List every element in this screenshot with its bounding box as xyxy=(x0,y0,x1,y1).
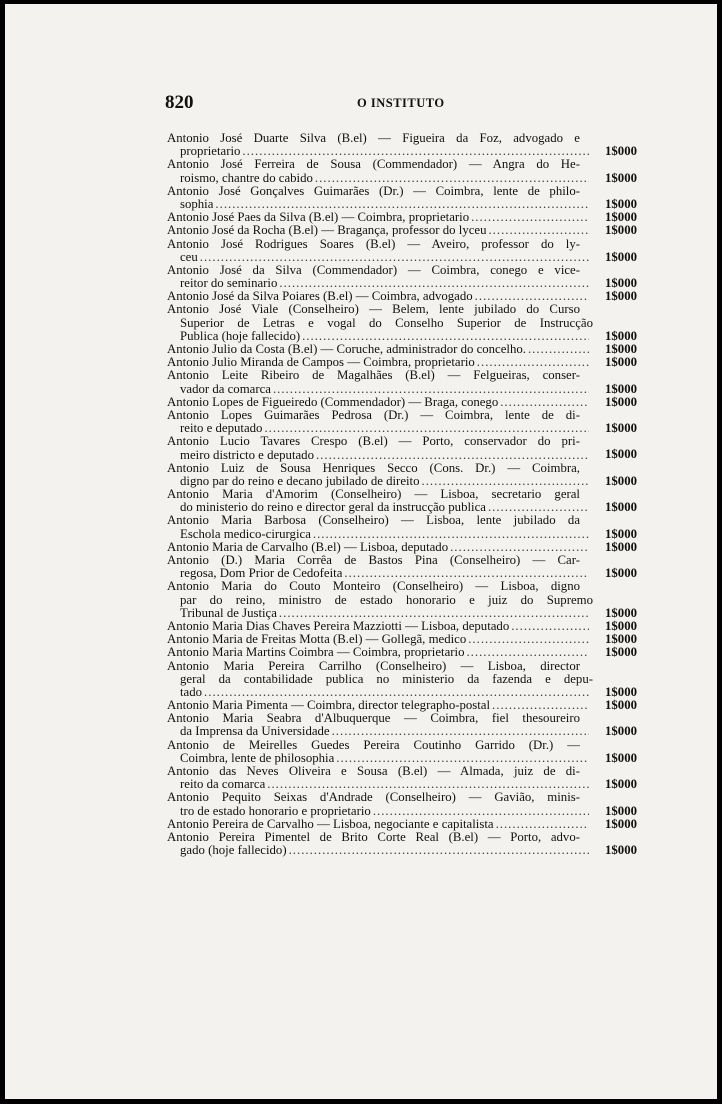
leader-dots xyxy=(528,343,589,356)
entry-line: meiro districto e deputado xyxy=(180,448,314,462)
leader-dots xyxy=(279,607,589,620)
entry-amount: 1$000 xyxy=(605,473,637,488)
entry-amount: 1$000 xyxy=(605,394,637,409)
list-entry xyxy=(167,343,637,356)
entry-line: Antonio Luiz de Sousa Henriques Secco (Cons. Dr.) — Coimbra, xyxy=(167,461,580,475)
entry-line: Antonio Maria Dias Chaves Pereira Mazziotti — Lisboa, deputado xyxy=(167,619,510,633)
leader-dots xyxy=(373,805,589,818)
list-entry xyxy=(167,264,637,290)
leader-dots xyxy=(475,290,589,303)
leader-dots xyxy=(302,330,589,343)
entry-line: reitor do seminario xyxy=(180,277,278,291)
leader-dots xyxy=(471,211,589,224)
entry-line: Antonio José Paes da Silva (B.el) — Coimbra, proprietario xyxy=(167,211,470,225)
entry-amount: 1$000 xyxy=(605,539,637,554)
list-entry xyxy=(167,396,637,409)
entry-line: Antonio Leite Ribeiro de Magalhães (B.el) — Felgueiras, conser- xyxy=(167,369,580,383)
list-entry xyxy=(167,831,637,857)
entry-line: Publica (hoje fallecido) xyxy=(180,329,301,343)
entry-line: Tribunal de Justiça xyxy=(180,606,277,620)
entry-line: Antonio Pereira Pimentel de Brito Corte Real (B.el) — Porto, advo- xyxy=(167,830,580,844)
leader-dots xyxy=(273,383,589,396)
leader-dots xyxy=(279,277,589,290)
entry-amount: 1$000 xyxy=(605,843,637,858)
entry-amount: 1$000 xyxy=(605,249,637,264)
entry-line: Antonio José da Silva (Commendador) — Coimbra, conego e vice- xyxy=(167,263,580,277)
list-entry xyxy=(167,712,637,738)
leader-dots xyxy=(316,449,589,462)
list-entry xyxy=(167,699,637,712)
leader-dots xyxy=(492,699,589,712)
list-entry xyxy=(167,660,637,700)
entry-line: Antonio Maria de Carvalho (B.el) — Lisboa, deputado xyxy=(167,540,449,554)
entry-line: par do reino, ministro de estado honorario e juiz do Supremo xyxy=(180,593,593,607)
entry-line: regosa, Dom Prior de Cedofeita xyxy=(180,567,343,581)
list-entry xyxy=(167,435,637,461)
entry-line: Antonio José Viale (Conselheiro) — Belem, lente jubilado do Curso xyxy=(167,303,580,317)
entry-amount: 1$000 xyxy=(605,328,637,343)
leader-dots xyxy=(466,646,589,659)
entry-line: Antonio Maria Pereira Carrilho (Conselheiro) — Lisboa, director xyxy=(167,659,580,673)
page xyxy=(5,4,717,1099)
entry-line: proprietario xyxy=(180,145,241,159)
leader-dots xyxy=(289,844,589,857)
list-entry xyxy=(167,356,637,369)
list-entry xyxy=(167,580,637,620)
entry-line: da Imprensa da Universidade xyxy=(180,725,330,739)
page-number: 820 xyxy=(165,92,194,113)
entry-line: Coimbra, lente de philosophia xyxy=(180,751,335,765)
entry-amount: 1$000 xyxy=(605,645,637,660)
entry-line: Antonio (D.) Maria Corrêa de Bastos Pina (Conselheiro) — Car- xyxy=(167,554,580,567)
entry-amount: 1$000 xyxy=(605,750,637,765)
list-entry xyxy=(167,290,637,303)
entry-line: tado xyxy=(180,685,203,699)
leader-dots xyxy=(313,528,589,541)
leader-dots xyxy=(488,224,589,237)
entry-amount: 1$000 xyxy=(605,276,637,291)
list-entry xyxy=(167,409,637,435)
entry-line: Antonio Pequito Seixas d'Andrade (Conselheiro) — Gavião, minis- xyxy=(167,791,580,805)
entry-line: Antonio Lopes de Figueiredo (Commendador) — Braga, conego xyxy=(167,395,499,409)
entry-amount: 1$000 xyxy=(605,803,637,818)
leader-dots xyxy=(204,686,589,699)
entry-amount: 1$000 xyxy=(605,698,637,713)
entry-amount: 1$000 xyxy=(605,566,637,581)
leader-dots xyxy=(422,475,589,488)
list-entry xyxy=(167,633,637,646)
leader-dots xyxy=(468,633,589,646)
list-entry xyxy=(167,224,637,237)
entry-line: reito e deputado xyxy=(180,422,263,436)
entry-amount: 1$000 xyxy=(605,144,637,159)
entry-line: Antonio José Ferreira de Sousa (Commendador) — Angra do He- xyxy=(167,158,580,172)
entry-line: digno par do reino e decano jubilado de direito xyxy=(180,474,420,488)
entry-amount: 1$000 xyxy=(605,196,637,211)
list-entry xyxy=(167,554,637,580)
entry-amount: 1$000 xyxy=(605,605,637,620)
entry-amount: 1$000 xyxy=(605,724,637,739)
list-entry xyxy=(167,369,637,395)
entry-amount: 1$000 xyxy=(605,381,637,396)
page-header xyxy=(165,92,585,114)
entry-line: do ministerio do reino e director geral da instrucção publica xyxy=(180,501,486,515)
list-entry xyxy=(167,765,637,791)
entry-amount: 1$000 xyxy=(605,777,637,792)
leader-dots xyxy=(500,396,589,409)
entry-line: Antonio José Duarte Silva (B.el) — Figueira da Foz, advogado e xyxy=(167,132,580,145)
leader-dots xyxy=(344,567,589,580)
list-entry xyxy=(167,238,637,264)
list-entry xyxy=(167,620,637,633)
entry-line: roismo, chantre do cabido xyxy=(180,171,313,185)
leader-dots xyxy=(264,422,589,435)
leader-dots xyxy=(215,198,589,211)
entry-line: gado (hoje fallecido) xyxy=(180,844,287,858)
entry-amount: 1$000 xyxy=(605,447,637,462)
entry-amount: 1$000 xyxy=(605,421,637,436)
entry-amount: 1$000 xyxy=(605,632,637,647)
list-entry xyxy=(167,541,637,554)
entry-amount: 1$000 xyxy=(605,223,637,238)
entry-line: Antonio Maria d'Amorim (Conselheiro) — Lisboa, secretario geral xyxy=(167,488,580,502)
entry-line: Antonio Lopes Guimarães Pedrosa (Dr.) — Coimbra, lente de di- xyxy=(167,408,580,422)
list-entry xyxy=(167,646,637,659)
entry-line: Antonio Maria Martins Coimbra — Coimbra, proprietario xyxy=(167,646,465,660)
entry-line: Antonio Maria Barbosa (Conselheiro) — Lisboa, lente jubilado da xyxy=(167,514,580,528)
entry-line: Antonio José da Rocha (B.el) — Bragança, professor do lyceu xyxy=(167,224,487,238)
entry-amount: 1$000 xyxy=(605,341,637,356)
entry-line: Antonio de Meirelles Guedes Pereira Coutinho Garrido (Dr.) — xyxy=(167,738,580,752)
entry-line: Eschola medico-cirurgica xyxy=(180,527,311,541)
list-entry xyxy=(167,818,637,831)
entry-line: Antonio Maria Seabra d'Albuquerque — Coimbra, fiel thesoureiro xyxy=(167,712,580,726)
entry-amount: 1$000 xyxy=(605,210,637,225)
entry-line: Antonio Maria do Couto Monteiro (Conselheiro) — Lisboa, digno xyxy=(167,580,580,594)
entry-line: sophia xyxy=(180,197,214,211)
leader-dots xyxy=(511,620,589,633)
subscriber-list xyxy=(167,132,637,857)
leader-dots xyxy=(242,145,589,158)
entry-amount: 1$000 xyxy=(605,618,637,633)
entry-line: Antonio Maria Pimenta — Coimbra, director telegrapho-postal xyxy=(167,699,491,713)
entry-line: geral da contabilidade publica no ministerio da fazenda e depu- xyxy=(180,672,593,686)
list-entry xyxy=(167,185,637,211)
entry-line: ceu xyxy=(180,250,198,264)
leader-dots xyxy=(488,501,589,514)
leader-dots xyxy=(336,752,589,765)
list-entry xyxy=(167,739,637,765)
entry-amount: 1$000 xyxy=(605,816,637,831)
running-title: O INSTITUTO xyxy=(357,96,445,110)
entry-line: Antonio José Gonçalves Guimarães (Dr.) — Coimbra, lente de philo- xyxy=(167,184,580,198)
entry-line: Antonio Pereira de Carvalho — Lisboa, negociante e capitalista xyxy=(167,817,494,831)
list-entry xyxy=(167,158,637,184)
entry-amount: 1$000 xyxy=(605,500,637,515)
entry-line: Antonio Maria de Freitas Motta (B.el) — Gollegã, medico xyxy=(167,633,467,647)
entry-line: Antonio José Rodrigues Soares (B.el) — Aveiro, professor do ly- xyxy=(167,237,580,251)
entry-line: Antonio das Neves Oliveira e Sousa (B.el) — Almada, juiz de di- xyxy=(167,765,580,778)
leader-dots xyxy=(450,541,589,554)
list-entry xyxy=(167,462,637,488)
entry-line: tro de estado honorario e proprietario xyxy=(180,804,371,818)
leader-dots xyxy=(332,725,589,738)
entry-amount: 1$000 xyxy=(605,170,637,185)
entry-amount: 1$000 xyxy=(605,684,637,699)
leader-dots xyxy=(477,356,589,369)
list-entry xyxy=(167,514,637,540)
entry-line: Antonio Lucio Tavares Crespo (B.el) — Porto, conservador do pri- xyxy=(167,435,580,449)
leader-dots xyxy=(496,818,589,831)
entry-amount: 1$000 xyxy=(605,526,637,541)
entry-amount: 1$000 xyxy=(605,289,637,304)
entry-line: reito da comarca xyxy=(180,778,266,792)
list-entry xyxy=(167,791,637,817)
entry-line: Superior de Letras e vogal do Conselho Superior de Instrucção xyxy=(180,316,593,330)
list-entry xyxy=(167,303,637,343)
entry-line: Antonio Julio da Costa (B.el) — Coruche, administrador do concelho. xyxy=(167,343,526,356)
leader-dots xyxy=(315,172,589,185)
leader-dots xyxy=(200,251,589,264)
leader-dots xyxy=(267,778,589,791)
list-entry xyxy=(167,132,637,158)
entry-line: Antonio José da Silva Poiares (B.el) — Coimbra, advogado xyxy=(167,290,473,304)
entry-amount: 1$000 xyxy=(605,355,637,370)
entry-line: Antonio Julio Miranda de Campos — Coimbra, proprietario xyxy=(167,356,475,370)
list-entry xyxy=(167,211,637,224)
list-entry xyxy=(167,488,637,514)
entry-line: vador da comarca xyxy=(180,382,271,396)
